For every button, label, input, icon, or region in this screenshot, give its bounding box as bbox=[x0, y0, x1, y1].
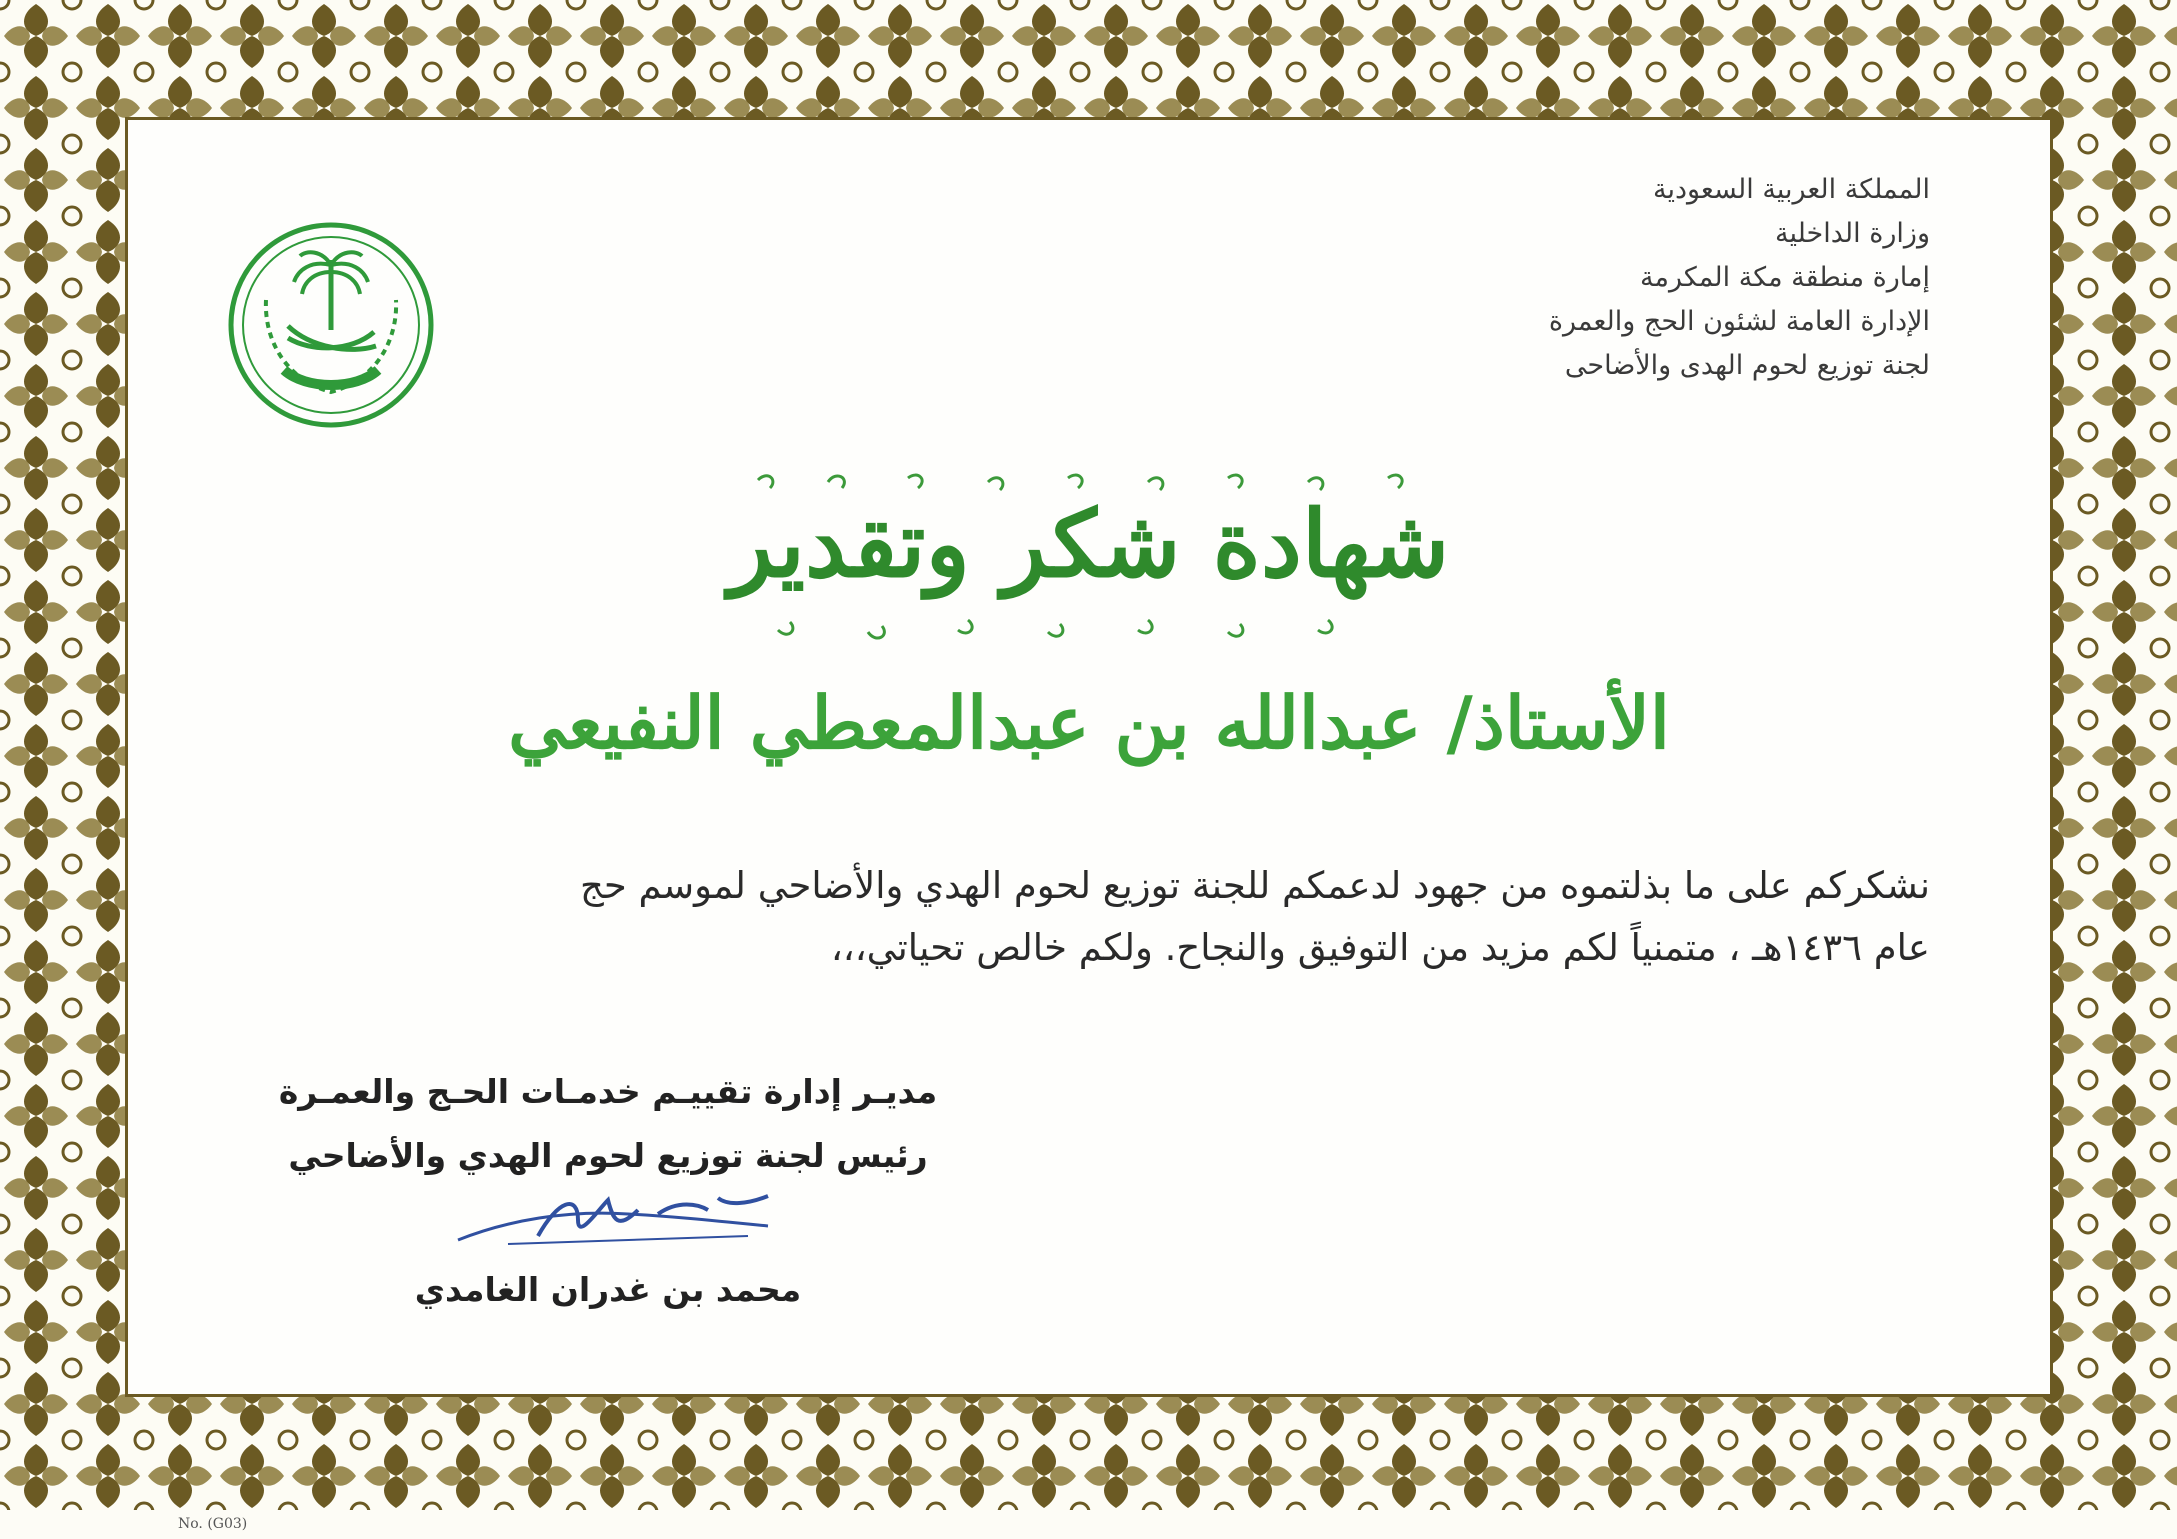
signatory-titles bbox=[228, 1060, 988, 1188]
issuer-header bbox=[1549, 168, 1930, 388]
signatory-title-line-1: مديـر إدارة تقييـم خدمـات الحـج والعمـرة bbox=[278, 1072, 938, 1111]
body-line-2: عام ١٤٣٦هـ ، متمنياً لكم مزيد من التوفيق والنجاح. ولكم خالص تحياتي،،، bbox=[830, 926, 1930, 969]
certificate-title: شهادة شكر وتقدير bbox=[728, 490, 1450, 598]
signer-name: محمد بن غدران الغامدي bbox=[414, 1270, 802, 1309]
saudi-palm-swords-emblem-icon bbox=[226, 220, 436, 430]
serial-number: No. (G03) bbox=[178, 1516, 248, 1532]
recipient-name: الأستاذ/ عبدالله بن عبدالمعطي النفيعي bbox=[508, 680, 1670, 765]
header-line-directorate: الإدارة العامة لشئون الحج والعمرة bbox=[1548, 306, 1930, 337]
header-line-committee: لجنة توزيع لحوم الهدى والأضاحى bbox=[1564, 350, 1930, 381]
signatory-title-line-2: رئيس لجنة توزيع لحوم الهدي والأضاحي bbox=[288, 1136, 928, 1175]
body-line-1: نشكركم على ما بذلتموه من جهود لدعمكم للجنة توزيع لحوم الهدي والأضاحي لموسم حج bbox=[580, 864, 1930, 907]
handwritten-signature-icon bbox=[448, 1180, 808, 1260]
certificate-panel bbox=[128, 120, 2050, 1394]
header-line-ministry: وزارة الداخلية bbox=[1775, 218, 1930, 249]
header-line-kingdom: المملكة العربية السعودية bbox=[1652, 174, 1930, 205]
header-line-emirate: إمارة منطقة مكة المكرمة bbox=[1640, 262, 1930, 293]
certificate-body bbox=[210, 855, 1930, 979]
